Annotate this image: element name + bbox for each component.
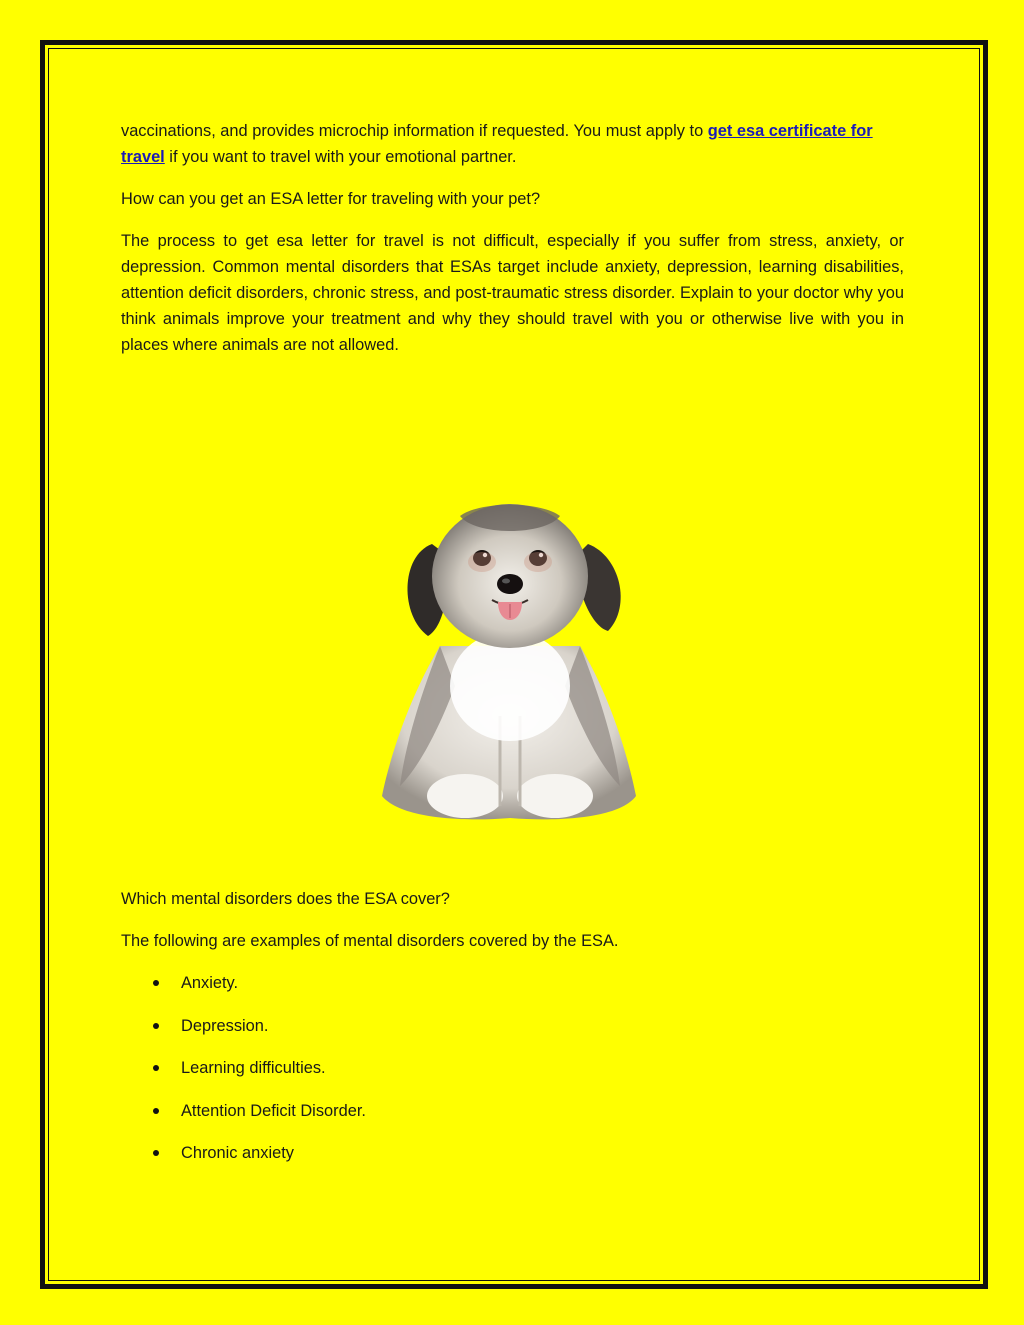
bullet-icon (153, 1065, 159, 1071)
list-item-text: Learning difficulties. (181, 1059, 326, 1078)
question-heading-travel: How can you get an ESA letter for traveling with your pet? (121, 190, 541, 208)
bullet-icon (153, 1108, 159, 1114)
bullet-icon (153, 1023, 159, 1029)
link-text-part-2[interactable]: travel (121, 148, 165, 166)
intro-text-start: vaccinations, and provides microchip information if requested. You must apply to (121, 122, 708, 140)
intro-text-end: if you want to travel with your emotional partner. (164, 148, 517, 166)
disorder-list (121, 970, 904, 1166)
list-item-text: Chronic anxiety (181, 1144, 294, 1163)
list-item (121, 1140, 904, 1166)
puppy-image (370, 496, 650, 826)
examples-paragraph: The following are examples of mental disorders covered by the ESA. (121, 932, 619, 950)
list-item (121, 1098, 904, 1124)
bullet-icon (153, 1150, 159, 1156)
list-item (121, 970, 904, 996)
question-heading-disorders: Which mental disorders does the ESA cover? (121, 890, 450, 908)
bullet-icon (153, 980, 159, 986)
list-item-text: Depression. (181, 1016, 269, 1035)
list-item-text: Anxiety. (181, 974, 239, 992)
document-body-top (121, 118, 904, 374)
list-item-text: Attention Deficit Disorder. (181, 1101, 366, 1120)
list-item (121, 1013, 904, 1039)
list-item (121, 1055, 904, 1081)
document-body-bottom (121, 886, 904, 1183)
link-text-part-1[interactable]: get esa certificate for (707, 122, 873, 140)
intro-paragraph (121, 118, 904, 170)
process-paragraph: The process to get esa letter for travel is not difficult, especially if you suffer from stress, anxiety, or depression. Common mental disorders that ESAs target include anxiety, depression, learning disabilities, attention deficit disorders, chronic stress, and post-traumatic stress disorder. Explain to your doctor why you think animals improve your treatment and why they should travel with you or otherwise live with you in places where animals are not allowed. (121, 232, 904, 354)
